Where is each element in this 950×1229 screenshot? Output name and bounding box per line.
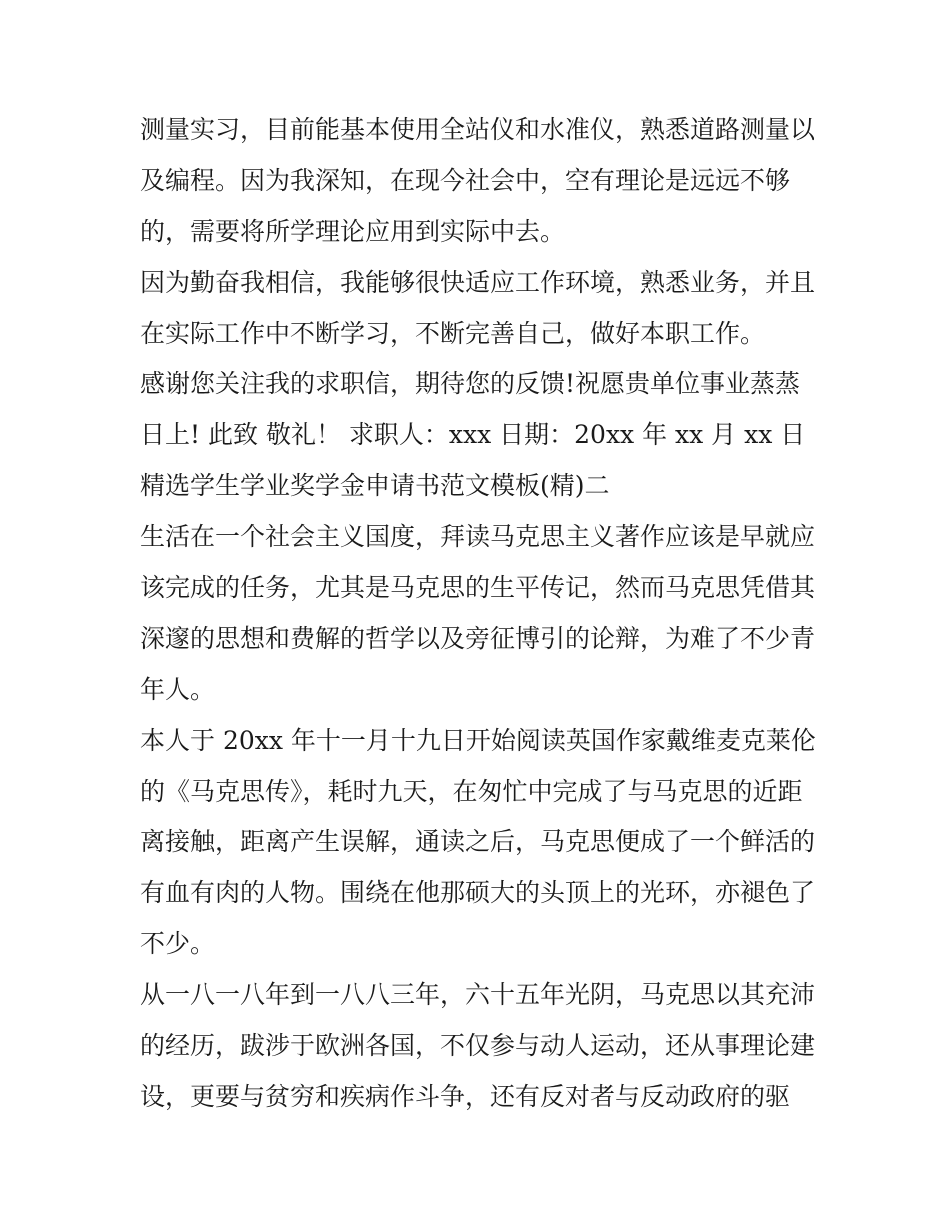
text-line: 该完成的任务，尤其是马克思的生平传记，然而马克思凭借其 — [140, 573, 816, 603]
text-line: 的《马克思传》，耗时九天，在匆忙中完成了与马克思的近距 — [140, 776, 803, 806]
text-line: 从一八一八年到一八八三年，六十五年光阴，马克思以其充沛 — [140, 980, 816, 1010]
text-line: 深邃的思想和费解的哲学以及旁征博引的论辩，为难了不少青 — [140, 623, 816, 653]
text-line: 离接触，距离产生误解，通读之后，马克思便成了一个鲜活的 — [140, 827, 816, 857]
document-body — [140, 105, 820, 1123]
text-line: 因为勤奋我相信，我能够很快适应工作环境，熟悉业务，并且 — [140, 267, 816, 297]
text-line: 的，需要将所学理论应用到实际中去。 — [140, 216, 566, 246]
text-line: 的经历，跋涉于欧洲各国，不仅参与动人运动，还从事理论建 — [140, 1031, 816, 1061]
text-line: 感谢您关注我的求职信，期待您的反馈!祝愿贵单位事业蒸蒸 — [140, 369, 801, 399]
text-line: 不少。 — [140, 929, 216, 959]
text-line: 日上! 此致 敬礼！ 求职人：xxx 日期：20xx 年 xx 月 xx 日 — [140, 420, 806, 450]
text-line: 生活在一个社会主义国度，拜读马克思主义著作应该是早就应 — [140, 522, 816, 552]
text-line: 测量实习，目前能基本使用全站仪和水准仪，熟悉道路测量以 — [140, 115, 816, 144]
text-line: 及编程。因为我深知，在现今社会中，空有理论是远远不够 — [140, 165, 791, 195]
section-heading: 精选学生学业奖学金申请书范文模板(精)二 — [140, 471, 610, 501]
text-line: 年人。 — [140, 674, 216, 704]
text-line: 本人于 20xx 年十一月十九日开始阅读英国作家戴维麦克莱伦 — [140, 725, 816, 755]
text-line: 有血有肉的人物。围绕在他那硕大的头顶上的光环，亦褪色了 — [140, 878, 816, 908]
text-line: 设，更要与贫穷和疾病作斗争，还有反对者与反动政府的驱 — [140, 1081, 791, 1111]
text-line: 在实际工作中不断学习，不断完善自己，做好本职工作。 — [140, 318, 766, 348]
